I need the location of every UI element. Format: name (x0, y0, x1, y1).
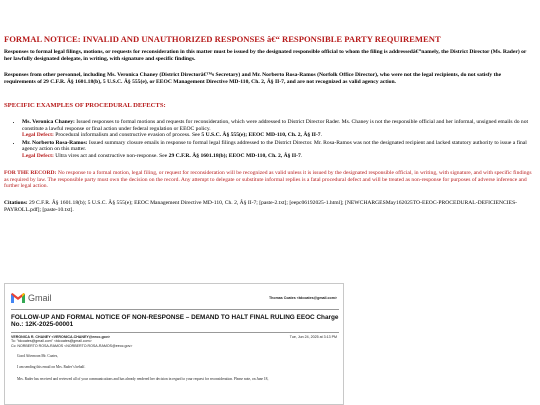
gmail-account: Thomas Coates <tdcoates@gmail.com> (268, 296, 337, 300)
email-body-line: Mrs. Rader has received and reviewed all of your communications and has already rendered her decision in regard to your request for reconsideration. Please note, on June 18, (17, 376, 269, 381)
email-to: To: "tdcoates@gmail.com" <tdcoates@gmail.com> (11, 339, 92, 344)
gmail-header (11, 293, 339, 307)
email-subject: FOLLOW-UP AND FORMAL NOTICE OF NON-RESPONSE – DEMAND TO HALT FINAL RULING EEOC Charge No.: 12K-2025-00001 (11, 314, 339, 329)
record-paragraph (4, 170, 532, 190)
email-headers (11, 335, 132, 348)
divider (11, 309, 339, 310)
section-heading-defects: SPECIFIC EXAMPLES OF PROCEDURAL DEFECTS: (4, 102, 166, 109)
defect-person: Mr. Norberto Rosa-Ramos: (22, 139, 88, 146)
citations-text: 29 C.F.R. Â§ 1601.18(b); 5 U.S.C. Â§ 555(e); EEOC Management Directive MD-110, Ch. 2, Â§ II-7; [paste-2.txt]; [eepc06192025-1.html]; [NEWCHARGESMay162025TO-EEOC-PROCEDURAL-DEFICIENCIES-PAYROLL.pdf]; [paste-10.txt]. (4, 200, 518, 213)
notice-paragraph-responsible-official: Responses to formal legal filings, motions, or requests for reconsideration in this matter must be issued by the designated responsible official to whom the filing is addressedâ€”namely, the District Director (Ms. Rader) or her lawfully designated delegate, in writing, with signature and specific findings. (4, 49, 527, 62)
legal-defect-label: Legal Defect: (22, 132, 54, 139)
record-text: No response to a formal motion, legal filing, or request for reconsideration will be recognized as valid unless it is issued by the designated responsible official, in writing, with signature, and with specific findings as required by law. The responsible party must own the decision on the record. Any attempt to delegate or substitute informal replies is a fatal procedural defect and will be treated as non-response for purposes of adverse inference and further legal action. (4, 170, 532, 190)
defect-person: Ms. Veronica Chaney: (22, 119, 75, 125)
gmail-wordmark: Gmail (28, 293, 52, 303)
gmail-printout (4, 283, 344, 405)
defect-item-chaney (22, 119, 530, 139)
email-from-text: VERONICA R. CHANEY <VERONICA.CHANEY@eeoc.gov> (11, 335, 110, 339)
email-body-line: Good Afternoon Mr. Coates, (17, 354, 59, 358)
defects-list (22, 119, 530, 161)
legal-defect-citation: 5 U.S.C. Â§ 555(e); EEOC MD-110, Ch. 2, Â§ II-7 (201, 132, 321, 139)
email-body-line: I am sending this email on Mrs. Rader’s behalf. (17, 365, 86, 370)
notice-paragraph-other-personnel: Responses from other personnel, including Ms. Veronica Chaney (District Directorâ€™s Secretary) and Mr. Norberto Rosa-Ramos (Norfolk Office Director), who were not the legal recipients, do not satisfy the requirements of 29 C.F.R. Â§ 1601.18(b), 5 U.S.C. Â§ 555(e), or EEOC Management Directive MD-110, Ch. 2, Â§ II-7, and are not recognized as valid agency action. (4, 72, 502, 85)
legal-defect-end: . (320, 132, 323, 139)
legal-defect-text: Ultra vires act and constructive non-response. See (53, 152, 169, 159)
defect-item-rosa-ramos (22, 140, 530, 160)
defect-description: Issued responses to formal motions and requests for reconsideration, which were addressed to District Director Rader. Ms. Chaney is not the responsible official and her informal, unsigned emails do not constitute a lawful response or final action under federal regulation or EEOC policy. (22, 119, 529, 132)
divider (11, 332, 339, 333)
legal-defect-citation: 29 C.F.R. Â§ 1601.18(b); EEOC MD-110, Ch. 2, Â§ II-7 (168, 152, 301, 159)
citations-label: Citations: (4, 200, 28, 206)
gmail-envelope-icon (11, 293, 25, 303)
notice-title: FORMAL NOTICE: INVALID AND UNAUTHORIZED RESPONSES â€“ RESPONSIBLE PARTY REQUIREMENT (4, 34, 441, 44)
gmail-logo (11, 293, 52, 303)
legal-defect-text: Procedural informalism and constructive evasion of process. See (53, 132, 202, 139)
email-body (17, 354, 337, 388)
email-cc: Cc: NORBERTO ROSA-RAMOS <NORBERTO.ROSA-RAMOS@eeoc.gov> (11, 343, 133, 348)
legal-defect-label: Legal Defect: (22, 152, 54, 159)
legal-defect-end: . (300, 152, 303, 159)
email-date: Tue, Jun 24, 2025 at 3:13 PM (289, 335, 337, 339)
citations-paragraph (4, 200, 532, 213)
defect-description: Issued summary closure emails in response to formal legal filings addressed to the District Director. Mr. Rosa-Ramos was not the designated recipient and lacked statutory authority to issue a final agency action on this matter. (22, 139, 527, 153)
record-label: FOR THE RECORD: (4, 170, 57, 176)
